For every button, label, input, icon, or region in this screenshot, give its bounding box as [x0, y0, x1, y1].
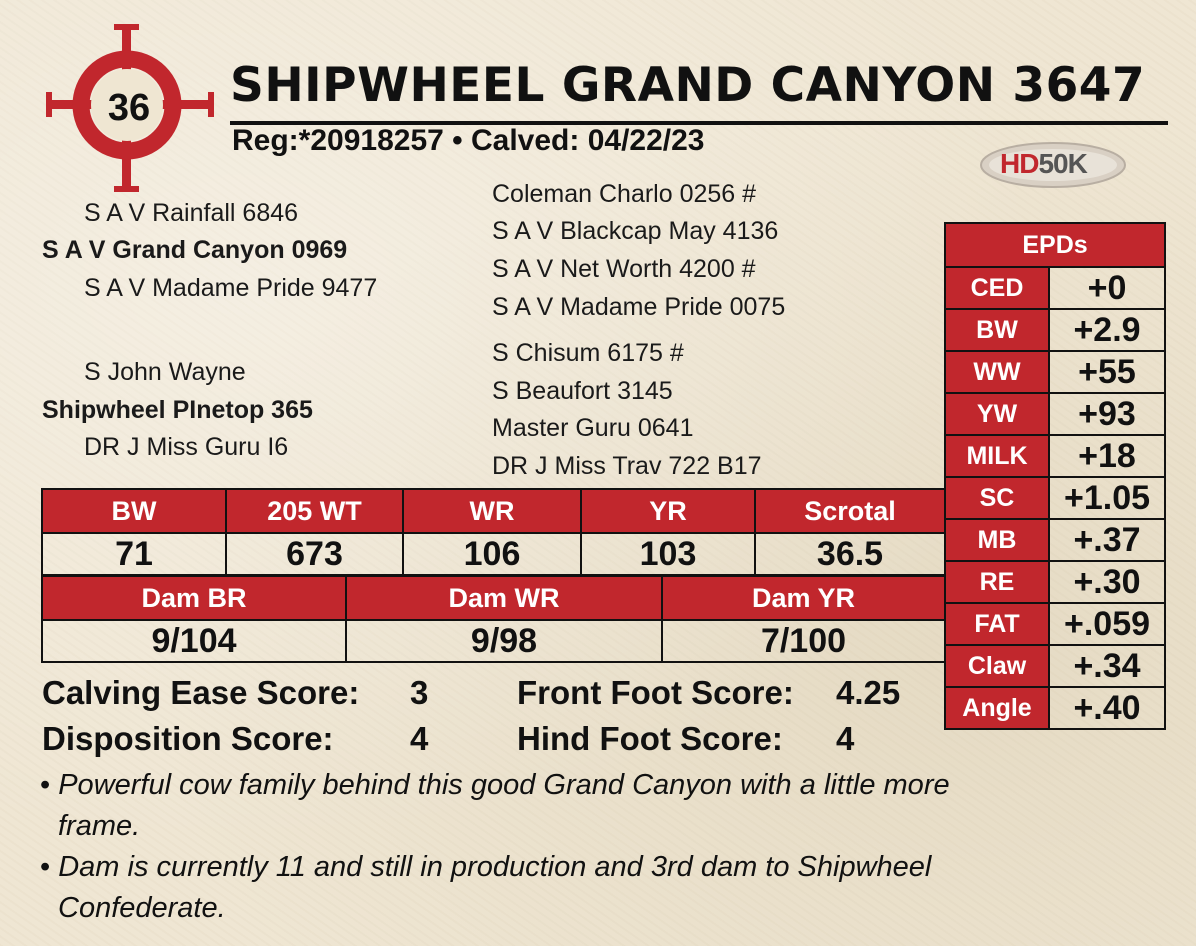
hd50k-badge	[978, 140, 1128, 190]
epd-value: +2.9	[1049, 309, 1165, 351]
pedigree-dam-sire: S John Wayne	[84, 358, 246, 386]
pedigree-ancestor: DR J Miss Trav 722 B17	[492, 452, 762, 480]
epd-row	[945, 309, 1165, 351]
pedigree-ancestor: Coleman Charlo 0256 #	[492, 180, 757, 208]
note-item	[40, 851, 931, 884]
note-line-continued: Confederate.	[58, 892, 226, 924]
epd-row	[945, 687, 1165, 729]
epd-trait: FAT	[945, 603, 1049, 645]
hind-foot-value: 4	[836, 720, 855, 757]
front-foot-label: Front Foot Score:	[517, 674, 794, 711]
epd-row	[945, 561, 1165, 603]
calving-ease-value: 3	[410, 674, 429, 711]
animal-name-title: SHIPWHEEL GRAND CANYON 3647	[230, 58, 1146, 113]
front-foot-value: 4.25	[836, 674, 901, 711]
epd-value: +55	[1049, 351, 1165, 393]
stat-header: WR	[403, 489, 581, 533]
epd-trait: WW	[945, 351, 1049, 393]
performance-value-row	[42, 533, 945, 575]
lot-logo	[44, 22, 216, 194]
stat-value: 36.5	[755, 533, 945, 575]
epd-row	[945, 477, 1165, 519]
bullet-icon: •	[40, 851, 51, 883]
epd-value: +1.05	[1049, 477, 1165, 519]
epd-trait: RE	[945, 561, 1049, 603]
epd-value: +0	[1049, 267, 1165, 309]
performance-header-row	[42, 489, 945, 533]
epd-trait: Angle	[945, 687, 1049, 729]
dam-value-row	[42, 620, 945, 662]
pedigree-ancestor: S A V Net Worth 4200 #	[492, 255, 756, 283]
hd50k-suffix: 50K	[1038, 148, 1087, 179]
pedigree-dam-dam: DR J Miss Guru I6	[84, 433, 289, 461]
pedigree-ancestor: S Chisum 6175 #	[492, 339, 684, 367]
epd-trait: YW	[945, 393, 1049, 435]
stat-value: 106	[403, 533, 581, 575]
note-line: Dam is currently 11 and still in production and 3rd dam to Shipwheel	[58, 851, 932, 883]
dam-stat-header: Dam WR	[346, 576, 662, 620]
lot-number: 36	[107, 86, 151, 129]
stat-value: 673	[226, 533, 403, 575]
epd-row	[945, 435, 1165, 477]
dam-stat-value: 7/100	[662, 620, 945, 662]
dam-stat-value: 9/104	[42, 620, 346, 662]
pedigree-ancestor: S Beaufort 3145	[492, 377, 673, 405]
epd-value: +.37	[1049, 519, 1165, 561]
epd-value: +.34	[1049, 645, 1165, 687]
epd-row	[945, 603, 1165, 645]
dam-stat-value: 9/98	[346, 620, 662, 662]
calving-ease-label: Calving Ease Score:	[42, 674, 360, 711]
epd-trait: SC	[945, 477, 1049, 519]
disposition-value: 4	[410, 720, 429, 757]
hd50k-prefix: HD	[1000, 148, 1039, 179]
registration-line: Reg:*20918257 • Calved: 04/22/23	[232, 124, 705, 157]
epd-trait: MB	[945, 519, 1049, 561]
stat-header: YR	[581, 489, 755, 533]
hind-foot-label: Hind Foot Score:	[517, 720, 783, 757]
epd-title: EPDs	[945, 223, 1165, 267]
epd-trait: Claw	[945, 645, 1049, 687]
disposition-label: Disposition Score:	[42, 720, 334, 757]
epd-row	[945, 351, 1165, 393]
pedigree-dam: Shipwheel PInetop 365	[42, 396, 313, 424]
performance-table	[41, 488, 946, 576]
epd-trait: CED	[945, 267, 1049, 309]
stat-value: 71	[42, 533, 226, 575]
pedigree-ancestor: S A V Blackcap May 4136	[492, 217, 779, 245]
stat-header: BW	[42, 489, 226, 533]
pedigree-ancestor: Master Guru 0641	[492, 414, 694, 442]
dam-stat-header: Dam YR	[662, 576, 945, 620]
dam-stat-header: Dam BR	[42, 576, 346, 620]
epd-value: +.40	[1049, 687, 1165, 729]
epd-table	[944, 222, 1166, 730]
epd-row	[945, 267, 1165, 309]
epd-title-row	[945, 223, 1165, 267]
epd-trait: MILK	[945, 435, 1049, 477]
pedigree-sire-sire: S A V Rainfall 6846	[84, 199, 299, 227]
bullet-icon: •	[40, 769, 51, 801]
epd-trait: BW	[945, 309, 1049, 351]
pedigree-ancestor: S A V Madame Pride 0075	[492, 293, 786, 321]
note-line: Powerful cow family behind this good Grand Canyon with a little more	[58, 769, 950, 801]
epd-value: +.30	[1049, 561, 1165, 603]
dam-ratios-table	[41, 575, 946, 663]
note-item	[40, 769, 950, 802]
stat-value: 103	[581, 533, 755, 575]
epd-value: +18	[1049, 435, 1165, 477]
epd-value: +93	[1049, 393, 1165, 435]
epd-row	[945, 519, 1165, 561]
dam-header-row	[42, 576, 945, 620]
pedigree-sire-dam: S A V Madame Pride 9477	[84, 274, 378, 302]
stat-header: 205 WT	[226, 489, 403, 533]
epd-row	[945, 645, 1165, 687]
epd-row	[945, 393, 1165, 435]
note-line-continued: frame.	[58, 810, 141, 842]
pedigree-sire: S A V Grand Canyon 0969	[42, 236, 348, 264]
stat-header: Scrotal	[755, 489, 945, 533]
epd-value: +.059	[1049, 603, 1165, 645]
